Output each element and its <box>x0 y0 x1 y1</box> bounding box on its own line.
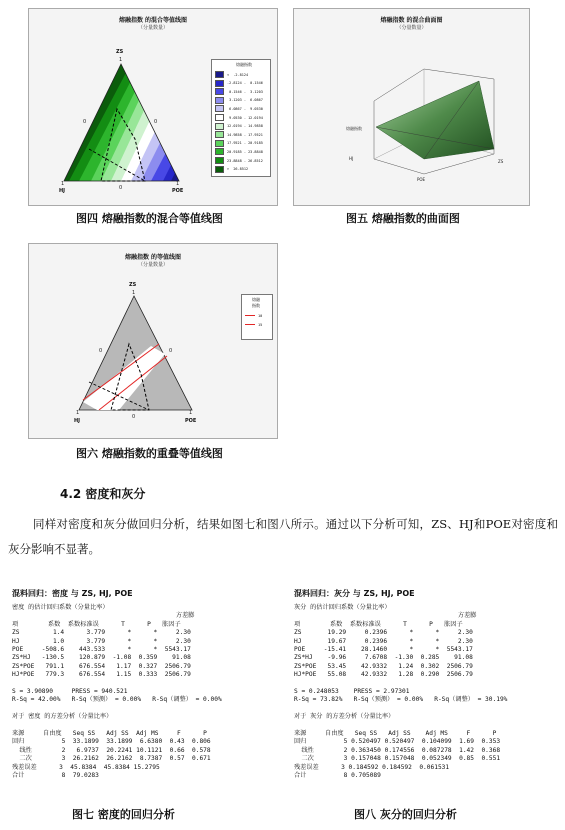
legend-label: 14.9858 - 17.9521 <box>227 132 263 137</box>
legend-swatch <box>215 131 224 138</box>
fig6-plot-panel <box>28 243 278 439</box>
regression-text-line: 方差膨 <box>12 612 195 620</box>
fig6-tick-left: 1 <box>76 410 80 416</box>
fig4-zero-left: 0 <box>83 119 87 125</box>
fig6-vertex-zs: ZS <box>129 282 137 288</box>
fig8-caption: 图八 灰分的回归分析 <box>354 808 457 821</box>
fig6-vertex-poe: POE <box>185 418 197 424</box>
regression-text-line: 来源 自由度 Seq SS Adj SS Adj MS F P <box>12 730 207 737</box>
fig5-plot-panel <box>293 8 530 206</box>
fig6-legend <box>241 294 273 340</box>
regression-text-line: 残差误差 3 45.8384 45.8384 15.2795 <box>12 763 160 771</box>
fig4-vertex-zs: ZS <box>116 49 124 55</box>
fig5-caption: 图五 熔融指数的曲面图 <box>346 212 460 225</box>
legend-swatch <box>215 123 224 130</box>
regression-text-line: 线性 2 6.9737 20.2241 10.1121 0.66 0.578 <box>12 746 211 754</box>
legend-label: < -2.8124 <box>227 72 249 77</box>
fig6-zero-left: 0 <box>99 348 103 354</box>
fig4-caption: 图四 熔融指数的混合等值线图 <box>76 212 223 225</box>
fig6-vertex-hj: HJ <box>74 418 81 424</box>
legend-swatch <box>215 80 224 87</box>
regression-text-line: R-Sq = 42.00% R-Sq（预测） = 0.00% R-Sq（调整） = 0.00% <box>12 696 222 704</box>
regression-text-line: 回归 5 0.520497 0.520497 0.104099 1.69 0.353 <box>294 738 501 746</box>
regression-text-line: 来源 自由度 Seq SS Adj SS Adj MS F P <box>294 730 497 737</box>
fig7-title: 混料回归：密度 与 ZS, HJ, POE <box>12 589 133 598</box>
legend-entry <box>215 88 263 95</box>
regression-text-line: R-Sq = 73.82% R-Sq（预测） = 0.00% R-Sq（调整） = 30.19% <box>294 696 508 704</box>
fig4-legend-title: 熔融指数 <box>236 62 252 67</box>
legend-entry <box>215 105 263 112</box>
regression-text-line: 合计 8 0.705089 <box>294 772 381 779</box>
regression-text-line: S = 3.90890 PRESS = 940.521 <box>12 688 128 695</box>
fig5-axis-zs-label: ZS <box>498 159 504 164</box>
fig5-subtitle: （分量数量） <box>396 25 427 31</box>
fig8-title: 混料回归：灰分 与 ZS, HJ, POE <box>294 589 415 598</box>
legend-swatch <box>215 88 224 95</box>
legend-entry <box>245 312 262 319</box>
fig4-title: 熔融指数 的混合等值线图 <box>118 17 188 24</box>
fig6-ternary-overlay <box>29 244 279 440</box>
regression-text-line: 线性 2 0.363450 0.174556 0.087278 1.42 0.368 <box>294 746 501 754</box>
legend-entry <box>215 140 263 147</box>
legend-label: 0.1546 - 3.1203 <box>227 89 263 94</box>
regression-text-line: 项 系数 系数标准误 T P 胀因子 <box>12 620 181 628</box>
fig4-tick-top: 1 <box>119 57 123 63</box>
regression-text-line: ZS*POE 791.1 676.554 1.17 0.327 2506.79 <box>12 662 191 670</box>
fig8-regression-output <box>290 580 560 795</box>
legend-label: 10 <box>258 313 263 318</box>
section-paragraph: 同样对密度和灰分做回归分析，结果如图七和图八所示。通过以下分析可知，ZS、HJ和POE对密度和灰分影响不显著。 <box>8 517 558 556</box>
regression-text-line: HJ*POE 779.3 676.554 1.15 0.333 2506.79 <box>12 671 191 679</box>
fig5-axis-z-label: 熔融指数 <box>346 126 362 131</box>
regression-text-line: HJ 1.0 3.779 * * 2.30 <box>12 637 191 645</box>
legend-label: 12.0194 - 14.9858 <box>227 124 263 129</box>
legend-entry <box>215 148 263 155</box>
legend-entry <box>215 97 263 104</box>
regression-text-line: POE -508.6 443.533 * * 5543.17 <box>12 646 191 653</box>
fig6-legend-subtitle: 指数 <box>252 303 260 308</box>
legend-entry <box>215 80 263 87</box>
fig6-legend-title: 熔融 <box>252 297 260 302</box>
legend-swatch <box>215 97 224 104</box>
regression-text-line: POE -15.41 28.1460 * * 5543.17 <box>294 646 473 653</box>
regression-text-line: HJ*POE 55.08 42.9332 1.28 0.290 2506.79 <box>294 671 473 679</box>
legend-swatch <box>215 140 224 147</box>
legend-entry <box>215 166 248 173</box>
fig5-axis-hj-label: HJ <box>349 156 354 161</box>
fig4-legend <box>211 59 271 177</box>
fig6-tick-top: 1 <box>132 290 136 296</box>
fig6-title: 熔融指数 的等值线图 <box>124 254 182 261</box>
legend-swatch <box>245 315 255 316</box>
legend-entry <box>215 114 263 121</box>
legend-swatch <box>215 105 224 112</box>
legend-swatch <box>215 148 224 155</box>
regression-text-line: ZS*HJ -130.5 120.879 -1.08 0.359 91.08 <box>12 654 191 662</box>
regression-text-line: ZS 1.4 3.779 * * 2.30 <box>12 629 191 637</box>
regression-text-line: S = 0.248053 PRESS = 2.97301 <box>294 688 410 695</box>
legend-label: > 26.8512 <box>227 167 249 172</box>
regression-text-line: 二次 3 26.2162 26.2162 8.7387 0.57 0.671 <box>12 755 211 763</box>
fig5-surface-shape <box>376 81 494 159</box>
legend-label: 23.8848 - 26.8512 <box>227 158 263 163</box>
fig4-tick-left: 1 <box>61 181 65 187</box>
legend-label: 6.0867 - 9.0530 <box>227 106 263 111</box>
fig4-subtitle: （分量数量） <box>137 25 168 31</box>
legend-swatch <box>215 157 224 164</box>
fig6-zero-right: 0 <box>169 348 173 354</box>
legend-entry <box>215 71 248 78</box>
fig7-caption: 图七 密度的回归分析 <box>72 808 175 821</box>
regression-text-line: 二次 3 0.157048 0.157048 0.052349 0.85 0.551 <box>294 755 501 763</box>
fig5-title: 熔融指数 的混合曲面图 <box>380 17 443 24</box>
fig6-tick-right: 1 <box>189 410 193 416</box>
legend-label: 9.0530 - 12.0194 <box>227 115 263 120</box>
regression-text-line: 密度 的估计回归系数（分量比率） <box>12 604 109 611</box>
regression-text-line: 方差膨 <box>294 612 477 620</box>
regression-text-line: ZS*POE 53.45 42.9332 1.24 0.302 2506.79 <box>294 662 473 670</box>
legend-label: -2.8124 - 0.1546 <box>227 81 263 86</box>
fig4-zero-bottom: 0 <box>119 185 123 191</box>
fig7-regression-output <box>8 580 278 795</box>
fig6-caption: 图六 熔融指数的重叠等值线图 <box>76 447 223 460</box>
legend-swatch <box>215 114 224 121</box>
fig5-axis-poe-label: POE <box>417 177 426 182</box>
fig6-subtitle: （分量数量） <box>137 262 168 268</box>
regression-text-line: 对于 密度 的方差分析（分量比率） <box>12 713 113 721</box>
legend-label: 20.9185 - 23.8848 <box>227 149 263 154</box>
legend-entry <box>215 131 263 138</box>
legend-swatch <box>215 71 224 78</box>
regression-text-line: ZS 19.29 0.2396 * * 2.30 <box>294 629 473 637</box>
fig4-vertex-hj: HJ <box>59 188 66 194</box>
regression-text-line: 残差误差 3 0.184592 0.184592 0.061531 <box>294 763 450 771</box>
regression-text-line: 灰分 的估计回归系数（分量比率） <box>294 604 391 611</box>
regression-text-line: 回归 5 33.1899 33.1899 6.6380 0.43 0.806 <box>12 738 211 746</box>
regression-text-line: 合计 8 79.0283 <box>12 772 99 779</box>
legend-swatch <box>215 166 224 173</box>
fig4-vertex-poe: POE <box>172 188 184 194</box>
fig5-surface <box>294 9 531 207</box>
legend-label: 17.9521 - 20.9185 <box>227 141 263 146</box>
regression-text-line: ZS*HJ -9.96 7.6708 -1.30 0.285 91.08 <box>294 654 473 662</box>
fig4-tick-right: 1 <box>176 181 180 187</box>
fig6-zero-bottom: 0 <box>132 414 136 420</box>
legend-swatch <box>245 324 255 325</box>
legend-label: 15 <box>258 322 263 327</box>
legend-entry <box>215 157 263 164</box>
legend-entry <box>245 321 262 328</box>
fig4-plot-panel <box>28 8 278 206</box>
regression-text-line: HJ 19.67 0.2396 * * 2.30 <box>294 637 473 645</box>
legend-entry <box>215 123 263 130</box>
legend-label: 3.1203 - 6.0867 <box>227 98 263 103</box>
fig4-zero-right: 0 <box>154 119 158 125</box>
regression-text-line: 项 系数 系数标准误 T P 胀因子 <box>294 620 463 628</box>
regression-text-line: 对于 灰分 的方差分析（分量比率） <box>294 713 395 721</box>
section-heading: 4.2 密度和灰分 <box>60 487 146 501</box>
